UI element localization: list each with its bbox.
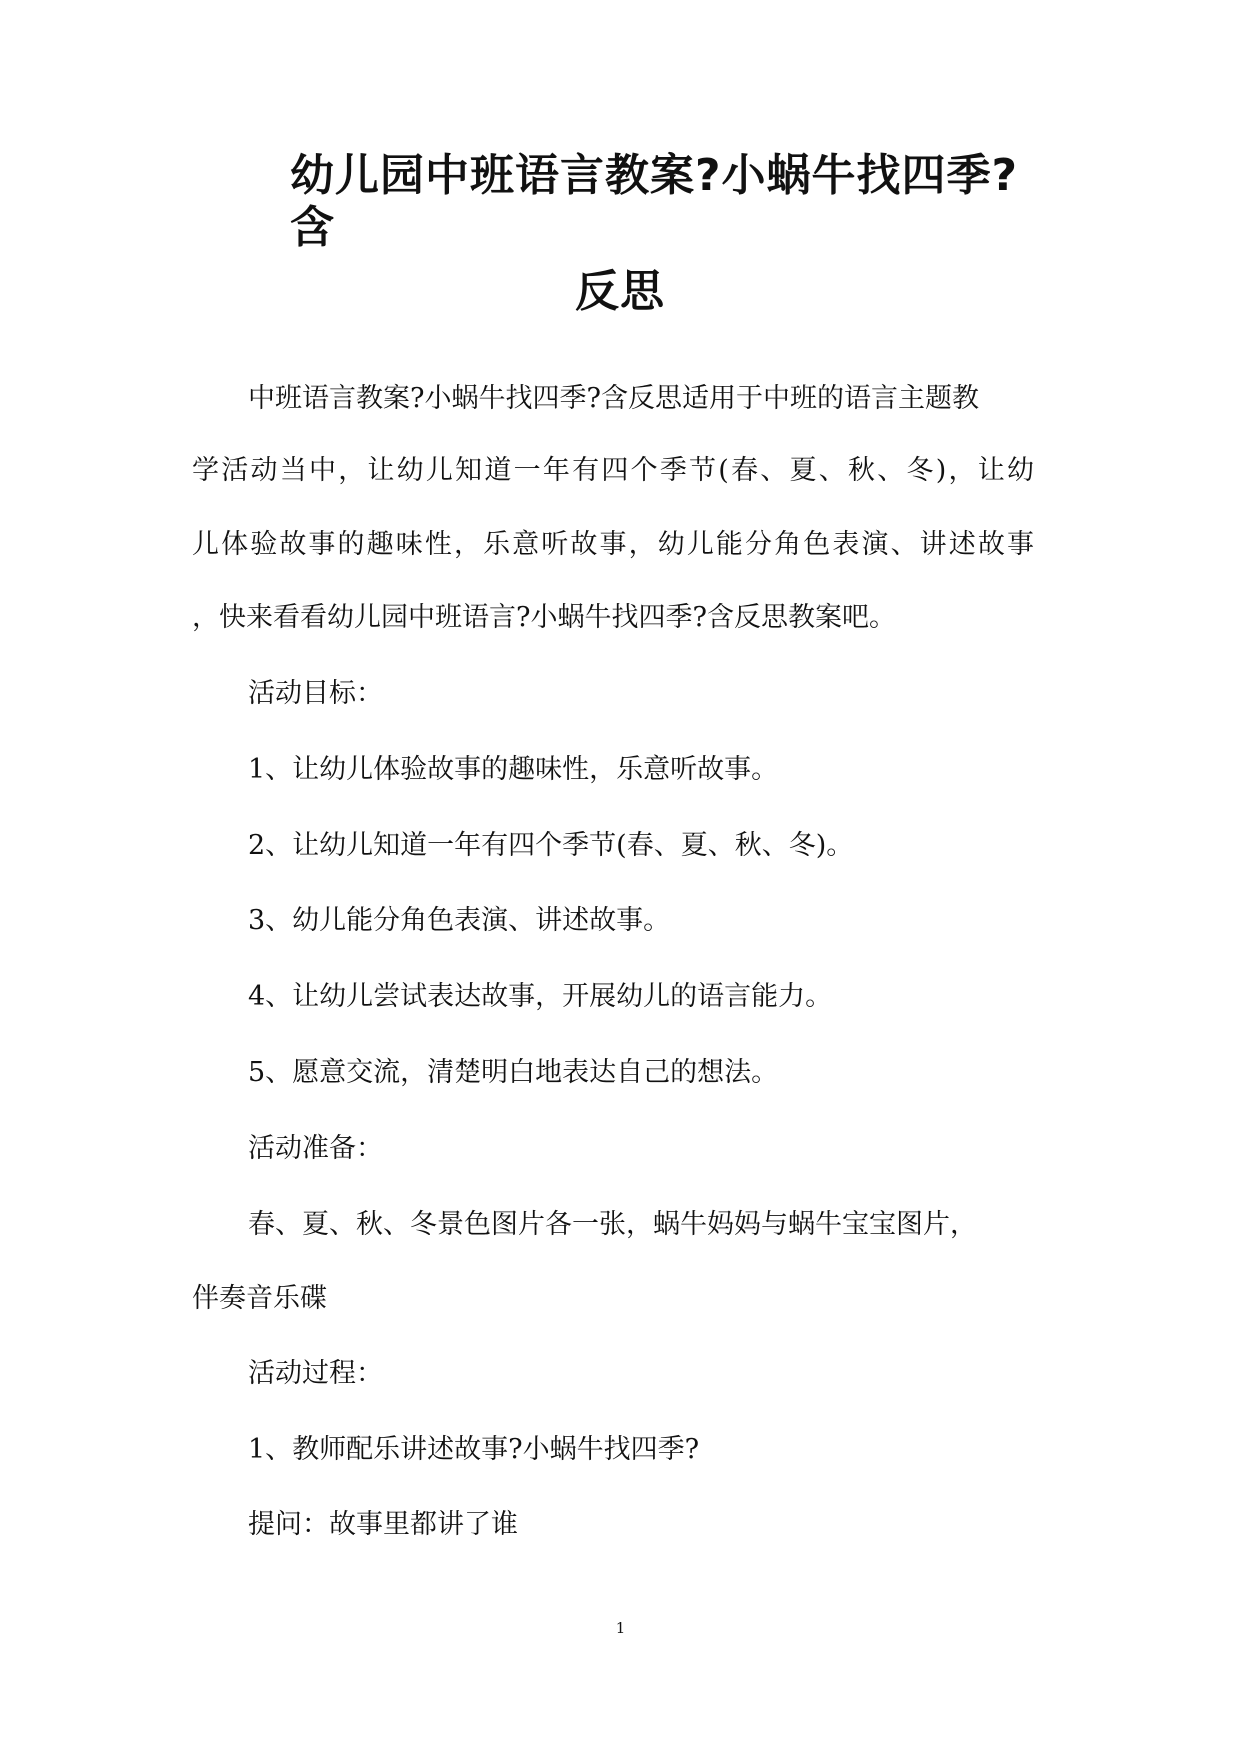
intro-line-1: 中班语言教案?小蜗牛找四季?含反思适用于中班的语言主题教: [248, 383, 979, 414]
intro-line-4: ，快来看看幼儿园中班语言?小蜗牛找四季?含反思教案吧。: [192, 602, 896, 633]
process-heading: 活动过程：: [248, 1358, 383, 1389]
document-title-line-1: 幼儿园中班语言教案?小蜗牛找四季?含: [290, 150, 1019, 253]
prep-line-2: 伴奏音乐碟: [192, 1283, 327, 1314]
intro-line-3: 儿体验故事的趣味性，乐意听故事，幼儿能分角色表演、讲述故事: [192, 529, 1034, 560]
goals-heading: 活动目标：: [248, 678, 383, 709]
prep-line-1: 春、夏、秋、冬景色图片各一张，蜗牛妈妈与蜗牛宝宝图片，: [248, 1209, 977, 1240]
process-step-1: 1、教师配乐讲述故事?小蜗牛找四季?: [248, 1434, 700, 1465]
goal-item-5: 5、愿意交流，清楚明白地表达自己的想法。: [248, 1057, 779, 1088]
process-question: 提问：故事里都讲了谁: [248, 1509, 518, 1540]
page-number: 1: [615, 1619, 626, 1637]
prep-heading: 活动准备：: [248, 1133, 383, 1164]
goal-item-3: 3、幼儿能分角色表演、讲述故事。: [248, 905, 671, 936]
intro-line-2: 学活动当中，让幼儿知道一年有四个季节(春、夏、秋、冬)，让幼: [192, 455, 1034, 486]
goal-item-1: 1、让幼儿体验故事的趣味性，乐意听故事。: [248, 754, 779, 785]
goal-item-4: 4、让幼儿尝试表达故事，开展幼儿的语言能力。: [248, 981, 833, 1012]
goal-item-2: 2、让幼儿知道一年有四个季节(春、夏、秋、冬)。: [248, 830, 854, 861]
document-title-line-2: 反思: [575, 266, 665, 317]
